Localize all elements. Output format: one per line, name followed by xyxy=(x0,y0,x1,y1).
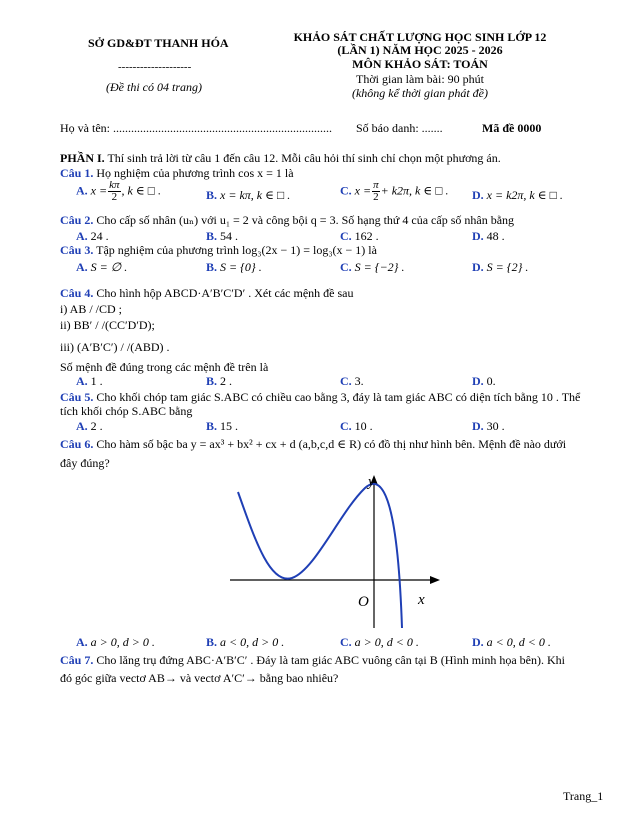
q6-option-d xyxy=(472,635,551,650)
q4-a-text: 1 . xyxy=(90,374,103,388)
q2-d-text: 48 . xyxy=(486,229,505,243)
q2-option-c xyxy=(340,229,379,244)
q2-option-d xyxy=(472,229,505,244)
q4-b-text: 2 . xyxy=(220,374,233,388)
q2-a-label: A. xyxy=(76,229,88,243)
q7-text: Cho lăng trụ đứng ABC·A′B′C′ . Đáy là tam giác ABC vuông cân tại B (Hình minh họa bên). Khi xyxy=(93,653,566,667)
graph-y-label: y xyxy=(368,474,375,490)
q1-label: Câu 1. xyxy=(60,166,94,180)
pages-note: (Đề thi có 04 trang) xyxy=(106,80,202,94)
q5-text: Cho khối chóp tam giác S.ABC có chiều cao bằng 3, đáy là tam giác ABC có diện tích bằng 10 . Thể xyxy=(93,390,581,404)
q4-label: Câu 4. xyxy=(60,286,94,300)
q1-option-b xyxy=(206,188,290,203)
q2-b-text: 54 . xyxy=(220,229,239,243)
q6-stem xyxy=(60,437,566,452)
q5-b-label: B. xyxy=(206,419,218,433)
q6-stem-2: đây đúng? xyxy=(60,456,110,470)
q3-label: Câu 3. xyxy=(60,243,94,257)
q1-b-text: x = kπ, k ∈ □ . xyxy=(220,188,291,202)
q1-option-d xyxy=(472,188,563,203)
q3-a-label: A. xyxy=(76,260,88,274)
q2-option-b xyxy=(206,229,238,244)
q4-stem xyxy=(60,286,353,301)
q4-option-b xyxy=(206,374,232,389)
exam-time: Thời gian làm bài: 90 phút xyxy=(356,72,484,86)
q2-stem xyxy=(60,213,514,228)
graph-x-label: x xyxy=(418,592,425,608)
page-number: Trang_1 xyxy=(563,789,604,803)
q4-question: Số mệnh đề đúng trong các mệnh đề trên là xyxy=(60,360,269,374)
q3-b-label: B. xyxy=(206,260,218,274)
q6-c-label: C. xyxy=(340,635,352,649)
q2-text: Cho cấp số nhân (uₙ) với u₁ = 2 và công bội q = 3. Số hạng thứ 4 của cấp số nhân bằng xyxy=(93,213,515,227)
q1-d-label: D. xyxy=(472,188,484,202)
q1-option-c: C. x = $\frac{\pi}{2}$ + k2π, k ∈ □ . xyxy=(340,179,449,203)
q5-d-label: D. xyxy=(472,419,484,433)
q4-d-text: 0. xyxy=(486,374,496,388)
q4-statement-2: ii) BB′ / /(CC′D′D); xyxy=(60,318,155,332)
q4-d-label: D. xyxy=(472,374,484,388)
q6-option-b xyxy=(206,635,284,650)
q5-option-a xyxy=(76,419,103,434)
q2-label: Câu 2. xyxy=(60,213,94,227)
cubic-curve xyxy=(238,484,402,628)
part1-heading: PHẦN I. xyxy=(60,151,105,165)
q6-option-a xyxy=(76,635,155,650)
graph-origin-label: O xyxy=(358,594,369,610)
q6-text: Cho hàm số bậc ba y = ax³ + bx² + cx + d (a,b,c,d ∈ R) có đồ thị như hình bên. Mệnh đề nào dưới xyxy=(93,437,567,451)
q1-a-label: A. xyxy=(76,183,88,198)
q3-option-a xyxy=(76,260,127,275)
q2-a-text: 24 . xyxy=(90,229,109,243)
q3-a-text: S = ∅ . xyxy=(90,260,128,274)
q7-stem-2: đó góc giữa vectơ AB→ và vectơ A′C′→ bằng bao nhiêu? xyxy=(60,671,339,685)
q2-option-a xyxy=(76,229,109,244)
q1-text: Họ nghiệm của phương trình cos x = 1 là xyxy=(93,166,294,180)
q4-b-label: B. xyxy=(206,374,218,388)
q3-text: Tập nghiệm của phương trình log₃(2x − 1) = log₃(x − 1) là xyxy=(93,243,377,257)
q7-label: Câu 7. xyxy=(60,653,94,667)
q6-a-text: a > 0, d > 0 . xyxy=(90,635,155,649)
q4-statement-1: i) AB / /CD ; xyxy=(60,302,123,316)
exam-time-note: (không kể thời gian phát đề) xyxy=(351,86,489,100)
q6-c-text: a > 0, d < 0 . xyxy=(354,635,419,649)
q6-b-label: B. xyxy=(206,635,218,649)
exam-year: (LẦN 1) NĂM HỌC 2025 - 2026 xyxy=(337,43,503,57)
q3-option-b xyxy=(206,260,262,275)
q3-d-label: D. xyxy=(472,260,484,274)
q5-stem-2: tích khối chóp S.ABC bằng xyxy=(60,404,193,418)
q2-c-label: C. xyxy=(340,229,352,243)
q4-option-c xyxy=(340,374,364,389)
q1-d-text: x = k2π, k ∈ □ . xyxy=(486,188,563,202)
q5-option-b xyxy=(206,419,238,434)
q6-label: Câu 6. xyxy=(60,437,94,451)
q3-option-d xyxy=(472,260,528,275)
q1-option-a: A. x = $\frac{k\pi}{2}$ , k ∈ □ . xyxy=(76,179,161,203)
q2-c-text: 162 . xyxy=(354,229,379,243)
q3-b-text: S = {0} . xyxy=(220,260,262,274)
q6-a-label: A. xyxy=(76,635,88,649)
exam-title: KHẢO SÁT CHẤT LƯỢNG HỌC SINH LỚP 12 xyxy=(293,30,547,44)
q3-c-label: C. xyxy=(340,260,352,274)
q4-statement-3: iii) (A′B′C′) / /(ABD) . xyxy=(60,340,170,354)
exam-subject: MÔN KHẢO SÁT: TOÁN xyxy=(352,57,488,71)
q1-c-label: C. xyxy=(340,183,352,198)
q4-c-text: 3. xyxy=(354,374,364,388)
q5-stem xyxy=(60,390,580,405)
q5-c-text: 10 . xyxy=(354,419,373,433)
q4-a-label: A. xyxy=(76,374,88,388)
q6-option-c xyxy=(340,635,419,650)
q3-c-text: S = {−2} . xyxy=(354,260,405,274)
q6-d-text: a < 0, d < 0 . xyxy=(486,635,551,649)
q5-option-d xyxy=(472,419,505,434)
q4-text: Cho hình hộp ABCD·A′B′C′D′ . Xét các mệnh đề sau xyxy=(93,286,354,300)
q5-c-label: C. xyxy=(340,419,352,433)
q5-a-label: A. xyxy=(76,419,88,433)
q5-option-c xyxy=(340,419,373,434)
exam-code: Mã đề 0000 xyxy=(482,121,542,135)
q3-stem xyxy=(60,243,377,258)
cubic-graph xyxy=(230,470,440,630)
part1-instruction xyxy=(60,151,501,166)
q2-d-label: D. xyxy=(472,229,484,243)
department: SỞ GD&ĐT THANH HÓA xyxy=(88,36,229,50)
dashes: -------------------- xyxy=(118,61,192,73)
q4-option-a xyxy=(76,374,103,389)
q5-label: Câu 5. xyxy=(60,390,94,404)
q6-b-text: a < 0, d > 0 . xyxy=(220,635,285,649)
part1-text: Thí sinh trả lời từ câu 1 đến câu 12. Mỗi câu hỏi thí sinh chỉ chọn một phương án. xyxy=(104,151,501,165)
q4-c-label: C. xyxy=(340,374,352,388)
q3-option-c xyxy=(340,260,404,275)
q4-option-d xyxy=(472,374,496,389)
x-axis-arrow xyxy=(430,576,440,584)
q5-a-text: 2 . xyxy=(90,419,103,433)
q5-d-text: 30 . xyxy=(486,419,505,433)
q1-stem xyxy=(60,166,294,181)
q6-d-label: D. xyxy=(472,635,484,649)
id-field-label: Số báo danh: ....... xyxy=(356,121,443,135)
name-field-label: Họ và tên: ......................................................................... xyxy=(60,121,332,135)
q7-stem xyxy=(60,653,565,668)
q1-b-label: B. xyxy=(206,188,218,202)
q3-d-text: S = {2} . xyxy=(486,260,529,274)
q5-b-text: 15 . xyxy=(220,419,239,433)
q2-b-label: B. xyxy=(206,229,218,243)
